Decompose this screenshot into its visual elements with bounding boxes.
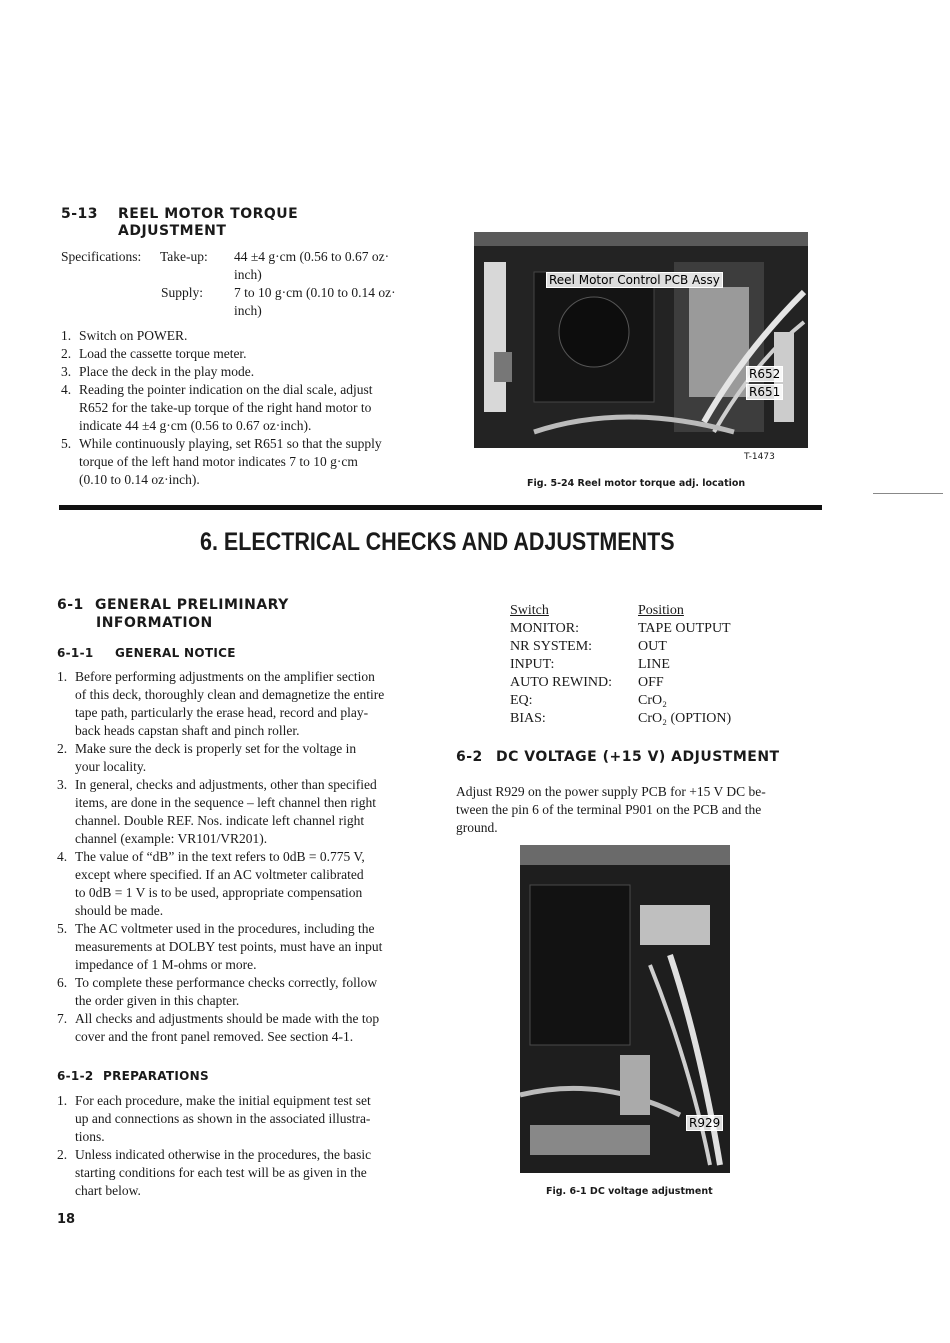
takeup-value-line2: inch) — [234, 267, 262, 282]
r929-label: R929 — [686, 1115, 723, 1131]
subsection-6-1-1-heading — [57, 646, 236, 660]
dc-voltage-paragraph: Adjust R929 on the power supply PCB for +15 V DC be- tween the pin 6 of the terminal P901 on the PCB and the ground. — [456, 784, 766, 835]
r651-label: R651 — [746, 384, 783, 400]
supply-label: Supply: — [161, 285, 204, 300]
takeup-value-line1: 44 ±4 g·cm (0.56 to 0.67 oz· — [234, 249, 390, 264]
table-row: MONITOR: TAPE OUTPUT — [510, 621, 731, 636]
r652-label: R652 — [746, 366, 783, 382]
list-item: 3. In general, checks and adjustments, other than specified items, are done in the sequence – left channel then right channel. Double REF. Nos. indicate left channel right channel (example: VR101/VR201). — [57, 777, 377, 846]
list-item: 2. Load the cassette torque meter. — [61, 346, 247, 361]
takeup-label: Take-up: — [160, 249, 208, 264]
figure-caption-5-24: Fig. 5-24 Reel motor torque adj. location — [527, 478, 746, 489]
section-6-2-heading — [456, 748, 780, 766]
preparations-list — [57, 1092, 437, 1200]
list-item: 2. Make sure the deck is properly set for the voltage in your locality. — [57, 741, 357, 774]
list-item: 1. Before performing adjustments on the amplifier section of this deck, thoroughly clean and demagnetize the entire tape path, particularly the erase head, record and play- back heads capstan shaft and pinch roller. — [57, 669, 385, 738]
subsection-title: PREPARATIONS — [103, 1069, 209, 1083]
subsection-number: 6-1-2 — [57, 1069, 94, 1083]
section-title-line2: ADJUSTMENT — [118, 223, 227, 239]
figure-caption-6-1: Fig. 6-1 DC voltage adjustment — [546, 1186, 713, 1197]
figure-code: T-1473 — [744, 452, 775, 462]
column-header-switch: Switch — [510, 603, 549, 618]
section-number: 6-2 — [456, 749, 483, 765]
subsection-title: GENERAL NOTICE — [115, 646, 236, 660]
supply-value-line2: inch) — [234, 303, 262, 318]
list-item: 2. Unless indicated otherwise in the procedures, the basic starting conditions for each test will be as given in the chart below. — [57, 1147, 372, 1198]
table-row: INPUT: LINE — [510, 657, 670, 672]
section-6-1-heading — [57, 596, 289, 614]
list-item: 1. Switch on POWER. — [61, 328, 188, 343]
section-number: 6-1 — [57, 597, 84, 613]
section-title: DC VOLTAGE (+15 V) ADJUSTMENT — [496, 749, 780, 765]
section-title-line1: GENERAL PRELIMINARY — [95, 597, 289, 613]
list-item: 1. For each procedure, make the initial equipment test set up and connections as shown in the associated illustra- tions. — [57, 1093, 371, 1144]
list-item: 5. While continuously playing, set R651 so that the supply torque of the left hand motor indicates 7 to 10 g·cm (0.10 to 0.14 oz·inch). — [61, 436, 382, 487]
list-item: 6. To complete these performance checks correctly, follow the order given in this chapter. — [57, 975, 378, 1008]
section-5-13-heading — [61, 205, 298, 223]
reel-motor-photo — [474, 232, 808, 448]
subsection-6-1-2-heading — [57, 1069, 209, 1083]
switch-position-table — [510, 602, 731, 728]
spec-label: Specifications: — [61, 249, 142, 264]
list-item: 3. Place the deck in the play mode. — [61, 364, 255, 379]
list-item: 7. All checks and adjustments should be made with the top cover and the front panel removed. See section 4-1. — [57, 1011, 380, 1044]
margin-mark — [873, 493, 943, 494]
page-number: 18 — [57, 1212, 76, 1227]
table-row: EQ: CrO₂ — [510, 693, 667, 708]
list-item: 4. The value of “dB” in the text refers to 0dB = 0.775 V, except where specified. If an AC voltmeter calibrated to 0dB = 1 V is to be used, appropriate compensation should be made. — [57, 849, 365, 918]
supply-value-line1: 7 to 10 g·cm (0.10 to 0.14 oz· — [234, 285, 396, 300]
dc-voltage-photo — [520, 845, 730, 1173]
section-title-line2: INFORMATION — [96, 615, 213, 631]
chapter-title: 6. ELECTRICAL CHECKS AND ADJUSTMENTS — [200, 528, 675, 556]
table-header-row — [510, 602, 731, 620]
list-item: 4. Reading the pointer indication on the dial scale, adjust R652 for the take-up torque of the right hand motor to indicate 44 ±4 g·cm (0.56 to 0.67 oz·inch). — [61, 382, 373, 433]
subsection-number: 6-1-1 — [57, 646, 94, 660]
reel-motor-steps-list — [61, 327, 441, 489]
photo-illustration — [474, 232, 808, 448]
section-title-line1: REEL MOTOR TORQUE — [118, 206, 299, 222]
column-header-position: Position — [638, 603, 684, 618]
table-row: NR SYSTEM: OUT — [510, 639, 667, 654]
table-row: BIAS: CrO₂ (OPTION) — [510, 711, 732, 726]
list-item: 5. The AC voltmeter used in the procedures, including the measurements at DOLBY test points, must have an input impedance of 1 M-ohms or more. — [57, 921, 383, 972]
table-row: AUTO REWIND: OFF — [510, 675, 664, 690]
pcb-label: Reel Motor Control PCB Assy — [546, 272, 723, 288]
section-number: 5-13 — [61, 206, 99, 222]
general-notice-list — [57, 668, 437, 1046]
section-divider — [59, 505, 822, 510]
